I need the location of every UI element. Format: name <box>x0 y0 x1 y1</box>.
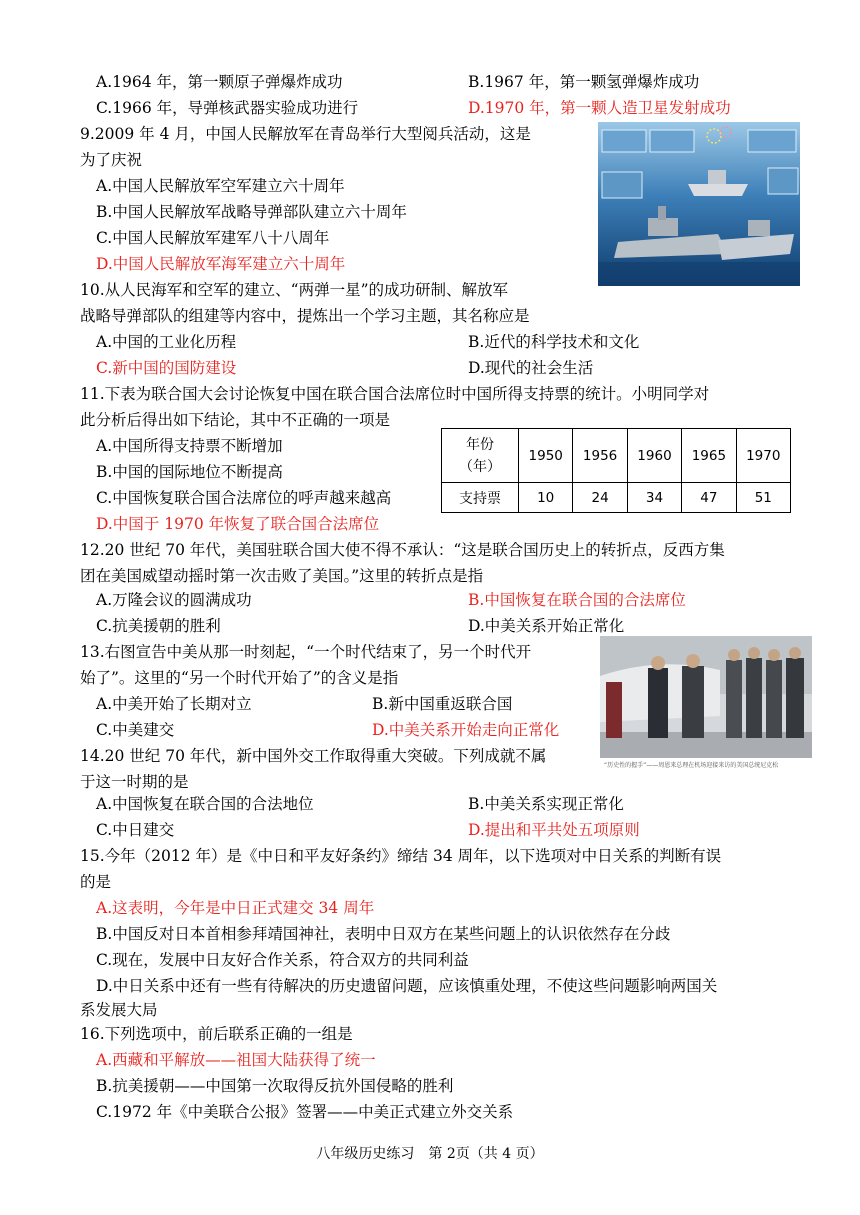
handshake-photo <box>600 636 812 758</box>
q13-option-c: C.中美建交 <box>96 721 175 739</box>
q9-stem-cont: 为了庆祝 <box>80 151 143 169</box>
year-header-cell <box>442 429 519 483</box>
q10-stem: 10.从人民海军和空军的建立、“两弹一星”的成功研制、解放军 <box>80 281 509 299</box>
year-header-unit: （年） <box>459 458 501 475</box>
votes-cell: 51 <box>736 483 790 513</box>
naval-review-photo <box>598 122 800 286</box>
q14-stem-cont: 于这一时期的是 <box>80 773 189 791</box>
q10-option-a: A.中国的工业化历程 <box>96 333 237 351</box>
q9-option-c: C.中国人民解放军建军八十八周年 <box>96 229 330 247</box>
handshake-photo-caption: “历史性的握手”——周恩来总理在机场迎接来访的美国总统尼克松 <box>604 762 779 769</box>
q14-option-c: C.中日建交 <box>96 821 175 839</box>
q13-stem-cont: 始了”。这里的“另一个时代开始了”的含义是指 <box>80 669 399 687</box>
votes-cell: 47 <box>682 483 736 513</box>
q14-option-b: B.中美关系实现正常化 <box>468 795 624 813</box>
q15-option-c: C.现在，发展中日友好合作关系，符合双方的共同利益 <box>96 951 469 969</box>
votes-header: 支持票 <box>442 483 519 513</box>
q15-stem: 15.今年（2012 年）是《中日和平友好条约》缔结 34 周年，以下选项对中日关系的判断有误 <box>80 847 722 865</box>
q8-option-a: A.1964 年，第一颗原子弹爆炸成功 <box>96 73 343 91</box>
support-votes-table <box>441 428 791 513</box>
votes-cell: 10 <box>519 483 573 513</box>
year-header: 年份 <box>466 436 494 453</box>
q15-option-a-answer: A.这表明，今年是中日正式建交 34 周年 <box>96 899 375 917</box>
q9-stem: 9.2009 年 4 月，中国人民解放军在青岛举行大型阅兵活动，这是 <box>80 125 531 143</box>
year-cell: 1965 <box>682 429 736 483</box>
q11-option-d-answer: D.中国于 1970 年恢复了联合国合法席位 <box>96 515 380 533</box>
votes-cell: 24 <box>573 483 627 513</box>
q11-option-b: B.中国的国际地位不断提高 <box>96 463 283 481</box>
q14-stem: 14.20 世纪 70 年代，新中国外交工作取得重大突破。下列成就不属 <box>80 747 547 765</box>
year-cell: 1970 <box>736 429 790 483</box>
q11-option-a: A.中国所得支持票不断增加 <box>96 437 283 455</box>
q8-option-c: C.1966 年，导弹核武器实验成功进行 <box>96 99 359 117</box>
q12-stem: 12.20 世纪 70 年代，美国驻联合国大使不得不承认：“这是联合国历史上的转折点，反西方集 <box>80 541 725 559</box>
q10-option-d: D.现代的社会生活 <box>468 359 594 377</box>
q9-option-b: B.中国人民解放军战略导弹部队建立六十周年 <box>96 203 407 221</box>
q13-option-d-answer: D.中美关系开始走向正常化 <box>372 721 560 739</box>
year-cell: 1960 <box>627 429 681 483</box>
votes-cell: 34 <box>627 483 681 513</box>
q11-stem-cont: 此分析后得出如下结论，其中不正确的一项是 <box>80 411 391 429</box>
q15-option-b: B.中国反对日本首相参拜靖国神社，表明中日双方在某些问题上的认识依然存在分歧 <box>96 925 671 943</box>
q12-option-d: D.中美关系开始正常化 <box>468 617 625 635</box>
q16-option-c: C.1972 年《中美联合公报》签署——中美正式建立外交关系 <box>96 1103 514 1121</box>
q13-stem: 13.右图宣告中美从那一时刻起，“一个时代结束了，另一个时代开 <box>80 643 532 661</box>
q9-option-d-answer: D.中国人民解放军海军建立六十周年 <box>96 255 346 273</box>
q12-option-a: A.万隆会议的圆满成功 <box>96 591 252 609</box>
q14-option-a: A.中国恢复在联合国的合法地位 <box>96 795 314 813</box>
q15-stem-cont: 的是 <box>80 873 112 891</box>
q14-option-d-answer: D.提出和平共处五项原则 <box>468 821 640 839</box>
q15-option-d: D.中日关系中还有一些有待解决的历史遗留问题，应该慎重处理，不使这些问题影响两国关 <box>96 977 718 995</box>
q11-option-c: C.中国恢复联合国合法席位的呼声越来越高 <box>96 489 392 507</box>
q8-option-b: B.1967 年，第一颗氢弹爆炸成功 <box>468 73 700 91</box>
q10-stem-cont: 战略导弹部队的组建等内容中，提炼出一个学习主题，其名称应是 <box>80 307 530 325</box>
q13-option-b: B.新中国重返联合国 <box>372 695 513 713</box>
q12-option-b-answer: B.中国恢复在联合国的合法席位 <box>468 591 686 609</box>
q13-option-a: A.中美开始了长期对立 <box>96 695 252 713</box>
q12-stem-cont: 团在美国威望动摇时第一次击败了美国。”这里的转折点是指 <box>80 567 484 585</box>
q16-option-a-answer: A.西藏和平解放——祖国大陆获得了统一 <box>96 1051 376 1069</box>
q12-option-c: C.抗美援朝的胜利 <box>96 617 221 635</box>
q10-option-c-answer: C.新中国的国防建设 <box>96 359 237 377</box>
q9-option-a: A.中国人民解放军空军建立六十周年 <box>96 177 345 195</box>
q15-option-d-cont: 系发展大局 <box>80 1001 158 1019</box>
year-cell: 1950 <box>519 429 573 483</box>
page-footer: 八年级历史练习 第 2页（共 4 页） <box>316 1146 544 1162</box>
q16-option-b: B.抗美援朝——中国第一次取得反抗外国侵略的胜利 <box>96 1077 454 1095</box>
q10-option-b: B.近代的科学技术和文化 <box>468 333 640 351</box>
q11-stem: 11.下表为联合国大会讨论恢复中国在联合国合法席位时中国所得支持票的统计。小明同学对 <box>80 385 710 403</box>
q8-option-d-answer: D.1970 年，第一颗人造卫星发射成功 <box>468 99 731 117</box>
q16-stem: 16.下列选项中，前后联系正确的一组是 <box>80 1025 353 1043</box>
year-cell: 1956 <box>573 429 627 483</box>
